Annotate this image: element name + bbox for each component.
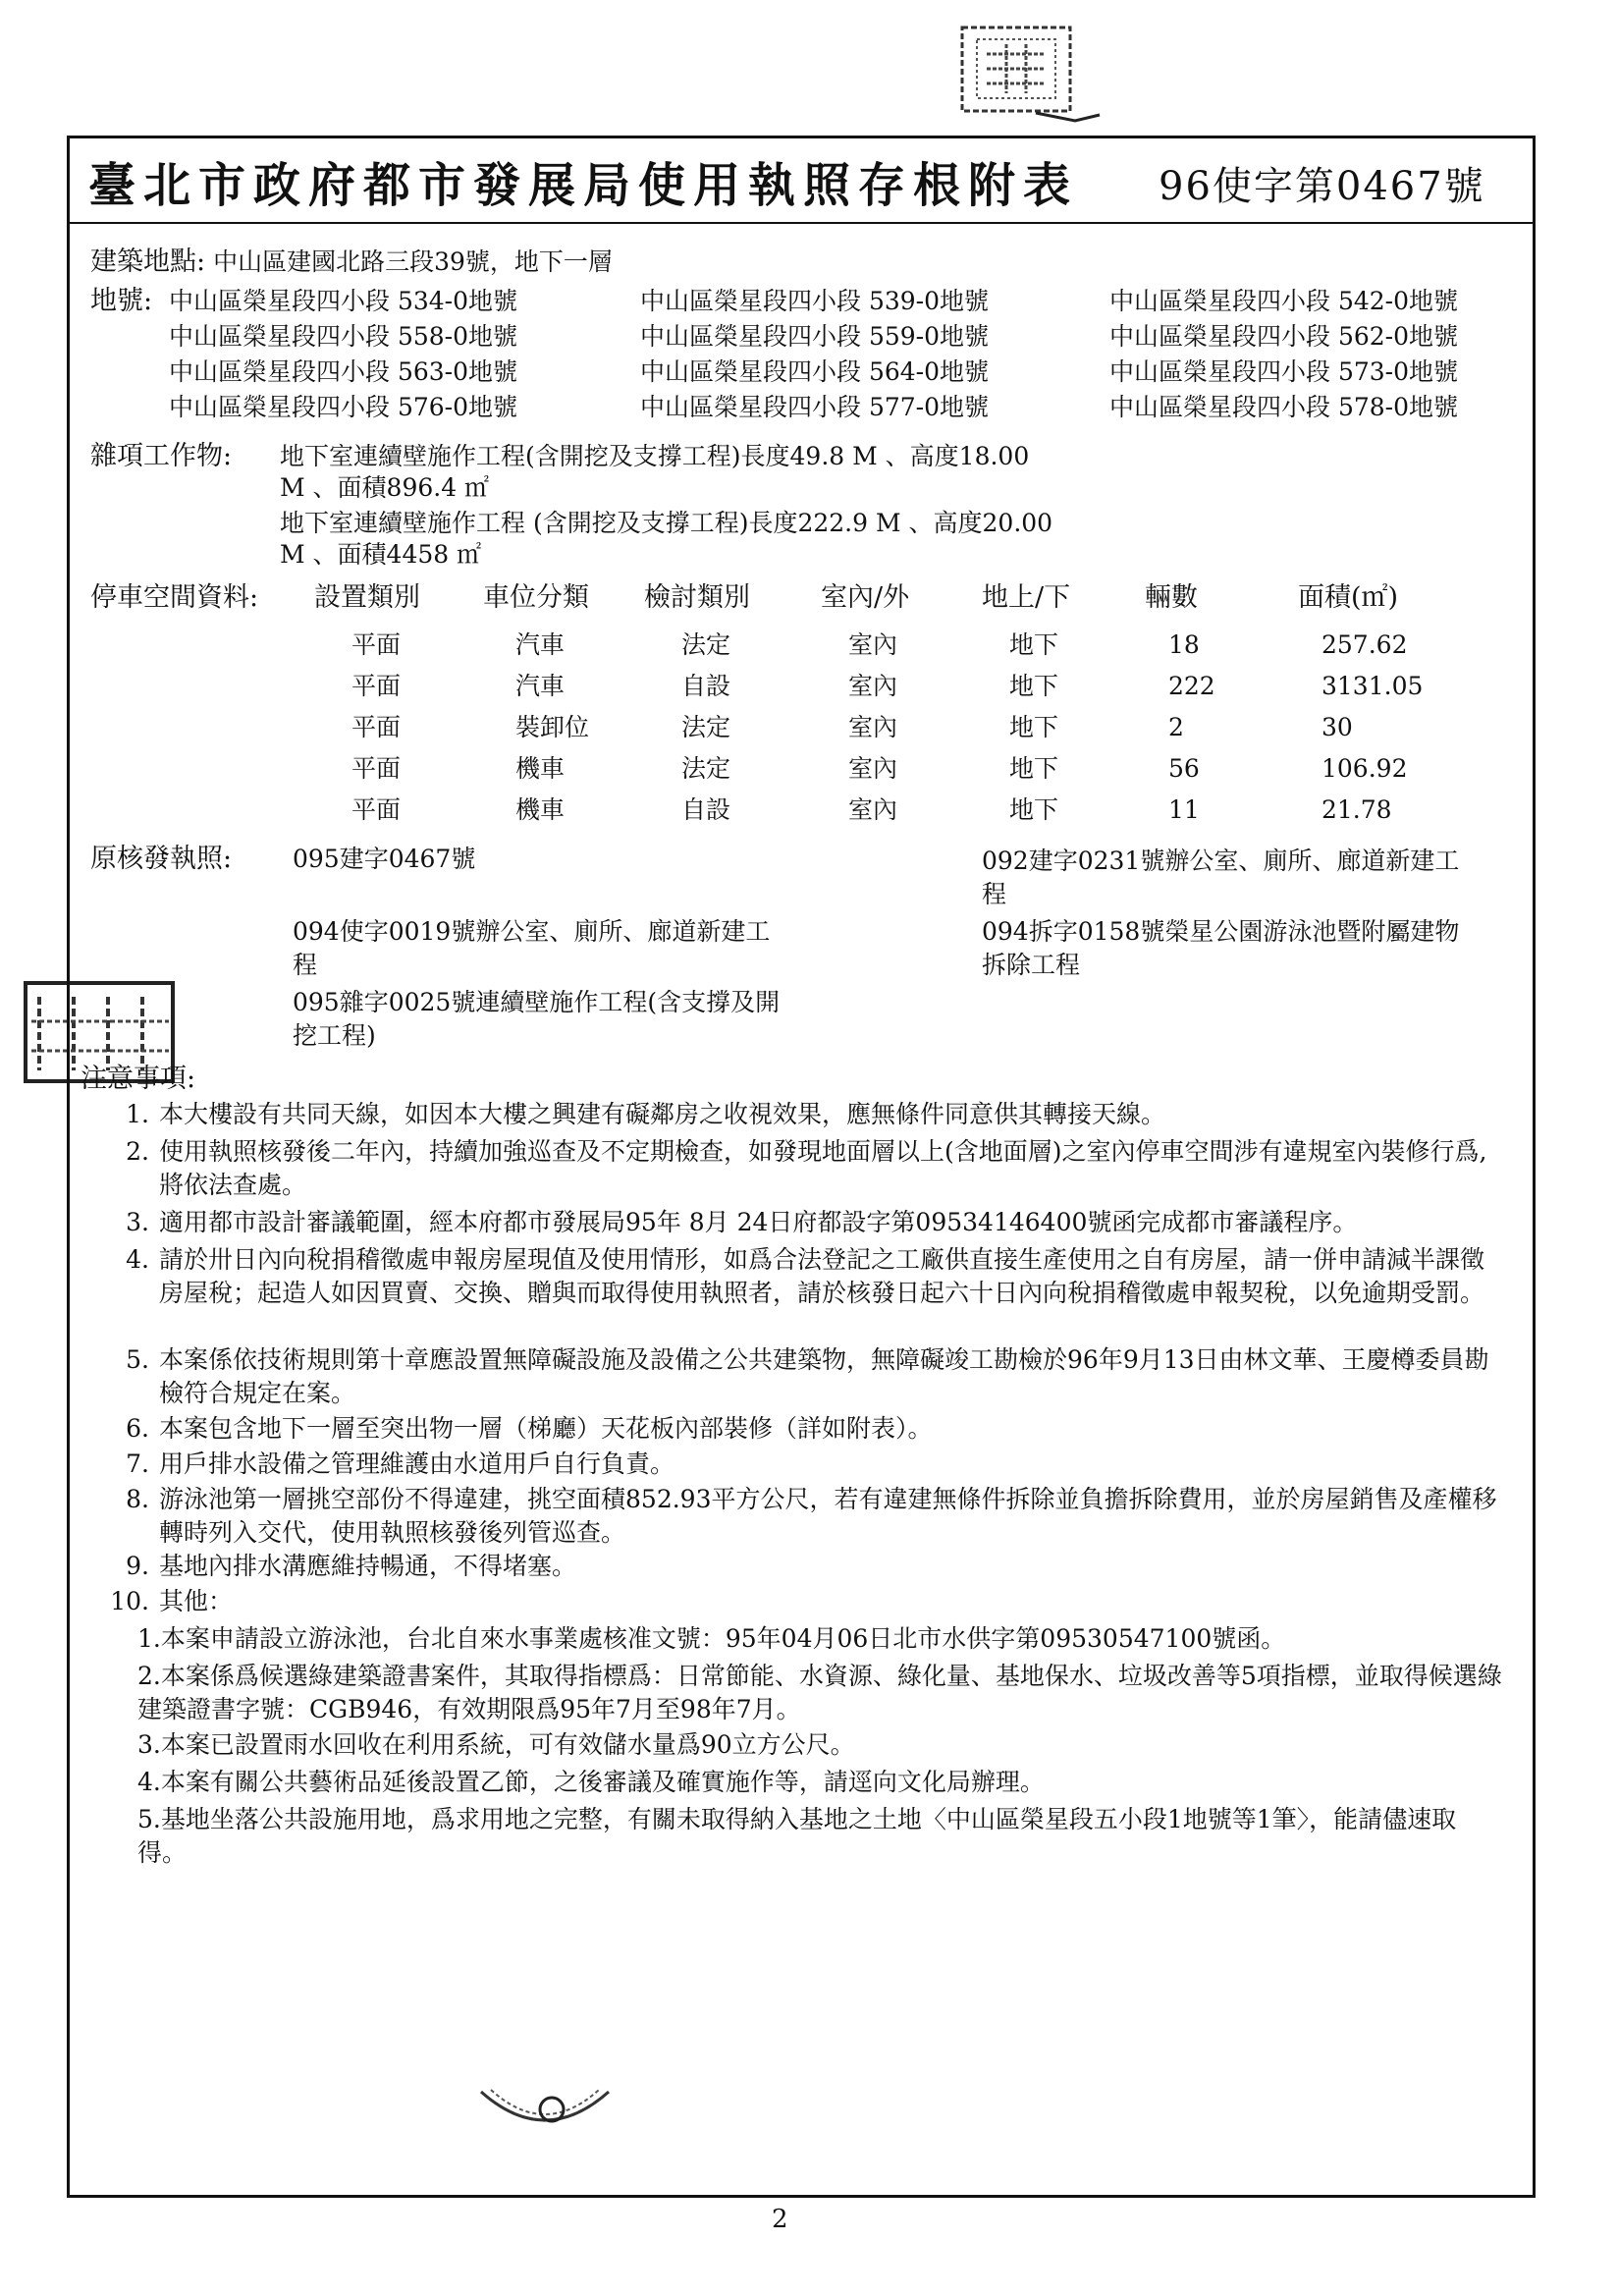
license-item: 095雜字0025號連續壁施作工程(含支撐及開挖工程) xyxy=(293,988,781,1050)
note-item xyxy=(110,1135,1504,1202)
license-item: 092建字0231號辦公室、廁所、廊道新建工程 xyxy=(982,847,1460,908)
parking-header: 面積(㎡) xyxy=(1298,582,1399,613)
note-number: 4. xyxy=(126,1245,149,1274)
title-divider xyxy=(67,222,1536,224)
note-number: 7. xyxy=(126,1449,149,1478)
note-item xyxy=(110,1448,1504,1481)
note-number: 9. xyxy=(126,1552,149,1580)
parking-label: 停車空間資料: xyxy=(90,582,259,613)
parking-cell: 30 xyxy=(1321,713,1353,741)
parking-cell: 平面 xyxy=(351,754,402,783)
parking-cell: 地下 xyxy=(1009,630,1059,659)
note-item xyxy=(110,1412,1504,1446)
parking-cell: 地下 xyxy=(1009,795,1059,824)
note-item xyxy=(110,1550,1504,1583)
parcel-item: 中山區榮星段四小段 539-0地號 xyxy=(640,287,990,315)
note-text: 使用執照核發後二年內，持續加強巡查及不定期檢查，如發現地面層以上(含地面層)之室內停車空間涉有違規室內裝修行爲,將依法查處。 xyxy=(159,1137,1487,1199)
parking-header: 輛數 xyxy=(1145,582,1198,613)
note-number: 8. xyxy=(126,1485,149,1513)
parking-cell: 257.62 xyxy=(1321,630,1408,659)
parcel-item: 中山區榮星段四小段 559-0地號 xyxy=(640,322,990,351)
note-number: 2. xyxy=(126,1137,149,1166)
note-item xyxy=(110,1343,1504,1410)
parking-header: 設置類別 xyxy=(314,582,420,613)
parking-header: 檢討類別 xyxy=(644,582,750,613)
parking-cell: 地下 xyxy=(1009,672,1059,700)
note-item xyxy=(110,1206,1504,1239)
parcels-label: 地號: xyxy=(90,286,153,316)
parcel-item: 中山區榮星段四小段 564-0地號 xyxy=(640,357,990,386)
parking-cell: 法定 xyxy=(681,754,731,783)
note-item xyxy=(110,1585,1504,1618)
parking-cell: 地下 xyxy=(1009,713,1059,741)
parking-cell: 機車 xyxy=(515,754,566,783)
parking-cell: 平面 xyxy=(351,795,402,824)
note-item xyxy=(110,1483,1504,1550)
other-item: 2.本案係爲候選綠建築證書案件，其取得指標爲：日常節能、水資源、綠化量、基地保水、垃圾改善等5項指標，並取得候選綠建築證書字號：CGB946，有效期限爲95年7月至98年7月。 xyxy=(137,1662,1502,1723)
parking-cell: 21.78 xyxy=(1321,795,1392,824)
parking-header: 地上/下 xyxy=(982,582,1071,613)
site-value: 中山區建國北路三段39號，地下一層 xyxy=(213,247,613,276)
parking-cell: 汽車 xyxy=(515,630,566,659)
parking-cell: 自設 xyxy=(681,795,731,824)
permit-number: 96使字第0467號 xyxy=(1159,164,1485,209)
parcel-item: 中山區榮星段四小段 534-0地號 xyxy=(169,287,518,315)
parcel-item: 中山區榮星段四小段 578-0地號 xyxy=(1109,393,1459,421)
parking-cell: 11 xyxy=(1168,795,1200,824)
parking-cell: 法定 xyxy=(681,713,731,741)
parking-cell: 222 xyxy=(1168,672,1215,700)
parking-cell: 室內 xyxy=(848,754,898,783)
parking-cell: 汽車 xyxy=(515,672,566,700)
parcel-item: 中山區榮星段四小段 573-0地號 xyxy=(1109,357,1459,386)
document-title: 臺北市政府都市發展局使用執照存根附表 xyxy=(88,158,1079,213)
official-stamp-top xyxy=(938,20,1109,128)
parking-cell: 地下 xyxy=(1009,754,1059,783)
parcel-item: 中山區榮星段四小段 542-0地號 xyxy=(1109,287,1459,315)
parking-cell: 自設 xyxy=(681,672,731,700)
note-text: 本大樓設有共同天線，如因本大樓之興建有礙鄰房之收視效果，應無條件同意供其轉接天線。 xyxy=(159,1100,1166,1128)
note-number: 10. xyxy=(110,1587,149,1615)
parking-cell: 室內 xyxy=(848,630,898,659)
parking-cell: 106.92 xyxy=(1321,754,1408,783)
note-number: 6. xyxy=(126,1414,149,1443)
parcel-item: 中山區榮星段四小段 558-0地號 xyxy=(169,322,518,351)
note-text: 本案包含地下一層至突出物一層（梯廳）天花板內部裝修（詳如附表）。 xyxy=(159,1414,933,1443)
parking-header: 室內/外 xyxy=(821,582,910,613)
note-item xyxy=(110,1098,1504,1131)
parking-cell: 法定 xyxy=(681,630,731,659)
seal-mark xyxy=(471,2080,619,2139)
license-item: 095建字0467號 xyxy=(293,845,476,873)
parcel-item: 中山區榮星段四小段 562-0地號 xyxy=(1109,322,1459,351)
notes-label: 注意事項: xyxy=(81,1064,196,1094)
licenses-label: 原核發執照: xyxy=(90,844,233,874)
parcel-item: 中山區榮星段四小段 576-0地號 xyxy=(169,393,518,421)
note-text: 用戶排水設備之管理維護由水道用戶自行負責。 xyxy=(159,1449,675,1478)
note-text: 其他： xyxy=(159,1587,234,1615)
misc-works-line: 地下室連續壁施作工程 (含開挖及支撐工程)長度222.9 M 、高度20.00 xyxy=(280,509,1053,537)
misc-works-label: 雜項工作物: xyxy=(90,441,233,471)
parking-cell: 平面 xyxy=(351,630,402,659)
parking-cell: 平面 xyxy=(351,672,402,700)
site-row xyxy=(90,246,613,279)
note-item xyxy=(110,1243,1504,1310)
parking-header: 車位分類 xyxy=(483,582,589,613)
parcel-item: 中山區榮星段四小段 563-0地號 xyxy=(169,357,518,386)
parking-cell: 56 xyxy=(1168,754,1200,783)
parking-cell: 18 xyxy=(1168,630,1200,659)
note-text: 游泳池第一層挑空部份不得違建，挑空面積852.93平方公尺，若有違建無條件拆除並負擔拆除費用，並於房屋銷售及產權移轉時列入交代，使用執照核發後列管巡查。 xyxy=(159,1485,1497,1547)
site-label: 建築地點: xyxy=(90,246,206,277)
parking-cell: 3131.05 xyxy=(1321,672,1424,700)
parcel-item: 中山區榮星段四小段 577-0地號 xyxy=(640,393,990,421)
page-number: 2 xyxy=(772,2205,788,2234)
parking-cell: 機車 xyxy=(515,795,566,824)
note-text: 基地內排水溝應維持暢通，不得堵塞。 xyxy=(159,1552,577,1580)
license-item: 094使字0019號辦公室、廁所、廊道新建工程 xyxy=(293,917,771,979)
note-text: 本案係依技術規則第十章應設置無障礙設施及設備之公共建築物，無障礙竣工勘檢於96年9月13日由林文華、王慶樽委員勘檢符合規定在案。 xyxy=(159,1345,1489,1407)
note-text: 適用都市設計審議範圍，經本府都市發展局95年 8月 24日府都設字第09534146400號函完成都市審議程序。 xyxy=(159,1208,1358,1236)
other-item: 5.基地坐落公共設施用地，爲求用地之完整，有關未取得納入基地之土地〈中山區榮星段五小段1地號等1筆〉，能請儘速取得。 xyxy=(137,1805,1457,1867)
other-item: 3.本案已設置雨水回收在利用系統，可有效儲水量爲90立方公尺。 xyxy=(137,1730,855,1759)
parking-cell: 室內 xyxy=(848,713,898,741)
license-item: 094拆字0158號榮星公園游泳池暨附屬建物拆除工程 xyxy=(982,917,1460,979)
note-number: 5. xyxy=(126,1345,149,1374)
misc-works-line: M 、面積4458 ㎡ xyxy=(280,540,482,569)
other-item: 1.本案申請設立游泳池，台北自來水事業處核准文號：95年04月06日北市水供字第09530547100號函。 xyxy=(137,1624,1286,1653)
misc-works-line: 地下室連續壁施作工程(含開挖及支撐工程)長度49.8 M 、高度18.00 xyxy=(280,442,1030,470)
parking-cell: 平面 xyxy=(351,713,402,741)
note-number: 3. xyxy=(126,1208,149,1236)
parking-cell: 室內 xyxy=(848,672,898,700)
note-number: 1. xyxy=(126,1100,149,1128)
parking-cell: 2 xyxy=(1168,713,1184,741)
other-item: 4.本案有關公共藝術品延後設置乙節，之後審議及確實施作等，請逕向文化局辦理。 xyxy=(137,1768,1045,1796)
parking-cell: 室內 xyxy=(848,795,898,824)
misc-works-line: M 、面積896.4 ㎡ xyxy=(280,473,490,502)
note-text: 請於卅日內向稅捐稽徵處申報房屋現值及使用情形，如爲合法登記之工廠供直接生產使用之自有房屋，請一併申請減半課徵房屋稅；起造人如因買賣、交換、贈與而取得使用執照者，請於核發日起六十日內向稅捐稽徵處申報契稅，以免逾期受罰。 xyxy=(159,1245,1485,1307)
parking-cell: 裝卸位 xyxy=(515,713,590,741)
